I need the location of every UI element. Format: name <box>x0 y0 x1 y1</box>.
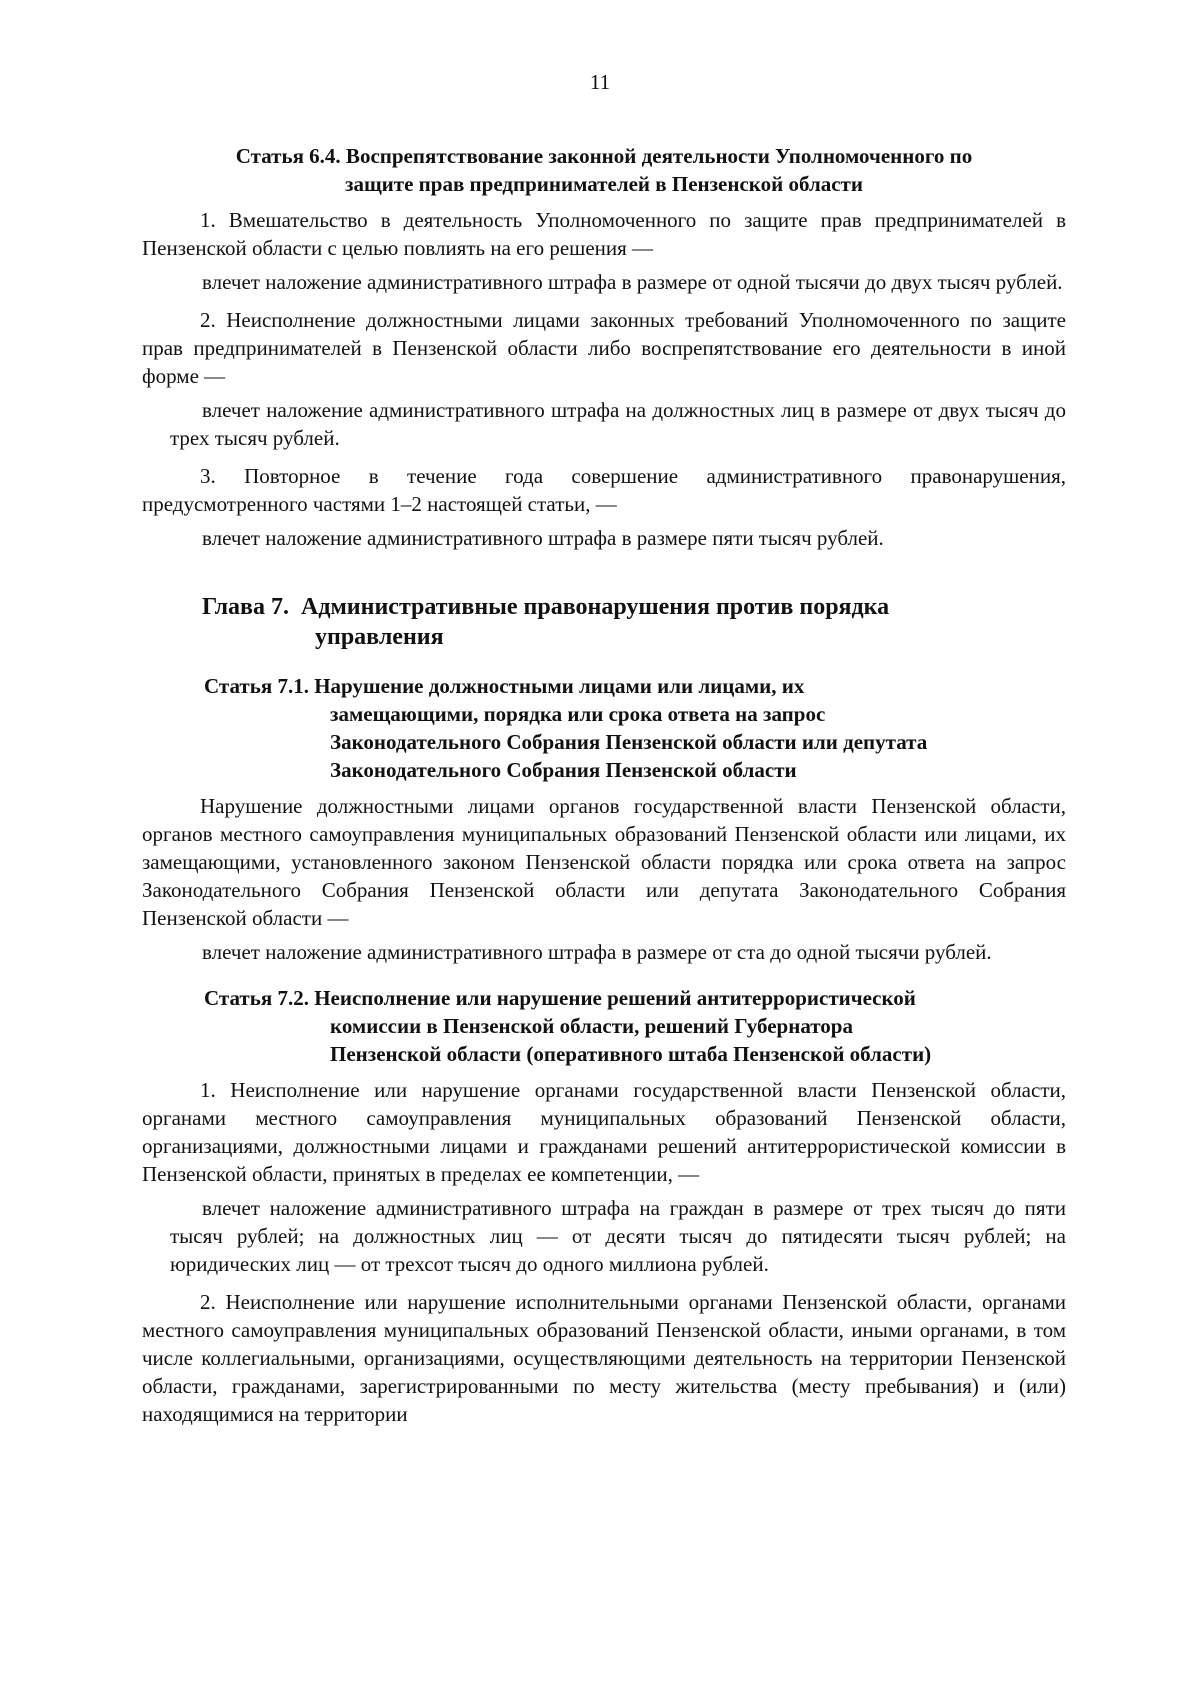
article-6-4-part2: 2. Неисполнение должностными лицами законных требований Уполномоченного по защите прав предпринимателей в Пензенской области либо воспрепятствование его деятельности в иной форме — <box>142 308 1066 388</box>
article-7-1-title-line1: Статья 7.1. Нарушение должностными лицами или лицами, их <box>204 674 805 698</box>
article-7-2-title-line2: комиссии в Пензенской области, решений Губернатора <box>330 1014 853 1038</box>
article-7-1-title-line3: Законодательного Собрания Пензенской области или депутата <box>330 730 928 754</box>
article-6-4-part3: 3. Повторное в течение года совершение административного правонарушения, предусмотренного частями 1–2 настоящей статьи, — <box>142 464 1066 516</box>
article-7-1-title-line4: Законодательного Собрания Пензенской области <box>330 758 797 782</box>
chapter-7-line1: Глава 7. Административные правонарушения против порядка <box>202 594 890 620</box>
article-7-2-title-line1: Статья 7.2. Неисполнение или нарушение решений антитеррористической <box>204 986 916 1010</box>
article-7-1-body: Нарушение должностными лицами органов государственной власти Пензенской области, органов местного самоуправления муниципальных образований Пензенской области или лицами, их замещающими, установленного законом Пензенской области порядка или срока ответа на запрос Законодательного Собрания Пензенской области или депутата Законодательного Собрания Пензенской области — <box>142 794 1066 930</box>
article-7-1-title <box>142 672 1066 784</box>
chapter-7-line2: управления <box>315 624 444 650</box>
article-6-4-title <box>142 142 1066 198</box>
article-6-4-sanction2: влечет наложение административного штрафа на должностных лиц в размере от двух тысяч до трех тысяч рублей. <box>170 398 1066 450</box>
article-7-2-title <box>142 984 1066 1068</box>
article-7-1-title-line2: замещающими, порядка или срока ответа на запрос <box>330 702 826 726</box>
article-6-4-part1: 1. Вмешательство в деятельность Уполномоченного по защите прав предпринимателей в Пензенской области с целью повлиять на его решения — <box>142 208 1066 260</box>
document-body <box>142 142 1066 1434</box>
article-6-4-title-line2: защите прав предпринимателей в Пензенской области <box>345 172 863 196</box>
article-7-2-part2: 2. Неисполнение или нарушение исполнительными органами Пензенской области, органами местного самоуправления муниципальных образований Пензенской области, иными органами, в том числе коллегиальными, организациями, осуществляющими деятельность на территории Пензенской области, гражданами, зарегистрированными по месту жительства (месту пребывания) и (или) находящимися на территории <box>142 1290 1066 1426</box>
article-7-2-title-line3: Пензенской области (оперативного штаба Пензенской области) <box>330 1042 932 1066</box>
article-7-2-part1: 1. Неисполнение или нарушение органами государственной власти Пензенской области, органами местного самоуправления муниципальных образований Пензенской области, организациями, должностными лицами и гражданами решений антитеррористической комиссии в Пензенской области, принятых в пределах ее компетенции, — <box>142 1078 1066 1186</box>
article-6-4-title-line1: Статья 6.4. Воспрепятствование законной деятельности Уполномоченного по <box>235 144 973 168</box>
article-6-4-sanction1: влечет наложение административного штрафа в размере от одной тысячи до двух тысяч рублей. <box>202 270 1063 294</box>
article-7-1-sanction: влечет наложение административного штрафа в размере от ста до одной тысячи рублей. <box>202 940 992 964</box>
page-number: 11 <box>589 70 611 94</box>
article-7-2-sanction1: влечет наложение административного штрафа на граждан в размере от трех тысяч до пяти тысяч рублей; на должностных лиц — от десяти тысяч до пятидесяти тысяч рублей; на юридических лиц — от трехсот тысяч до одного миллиона рублей. <box>170 1196 1066 1276</box>
article-6-4-sanction3: влечет наложение административного штрафа в размере пяти тысяч рублей. <box>202 526 884 550</box>
chapter-7-heading <box>142 592 1066 652</box>
